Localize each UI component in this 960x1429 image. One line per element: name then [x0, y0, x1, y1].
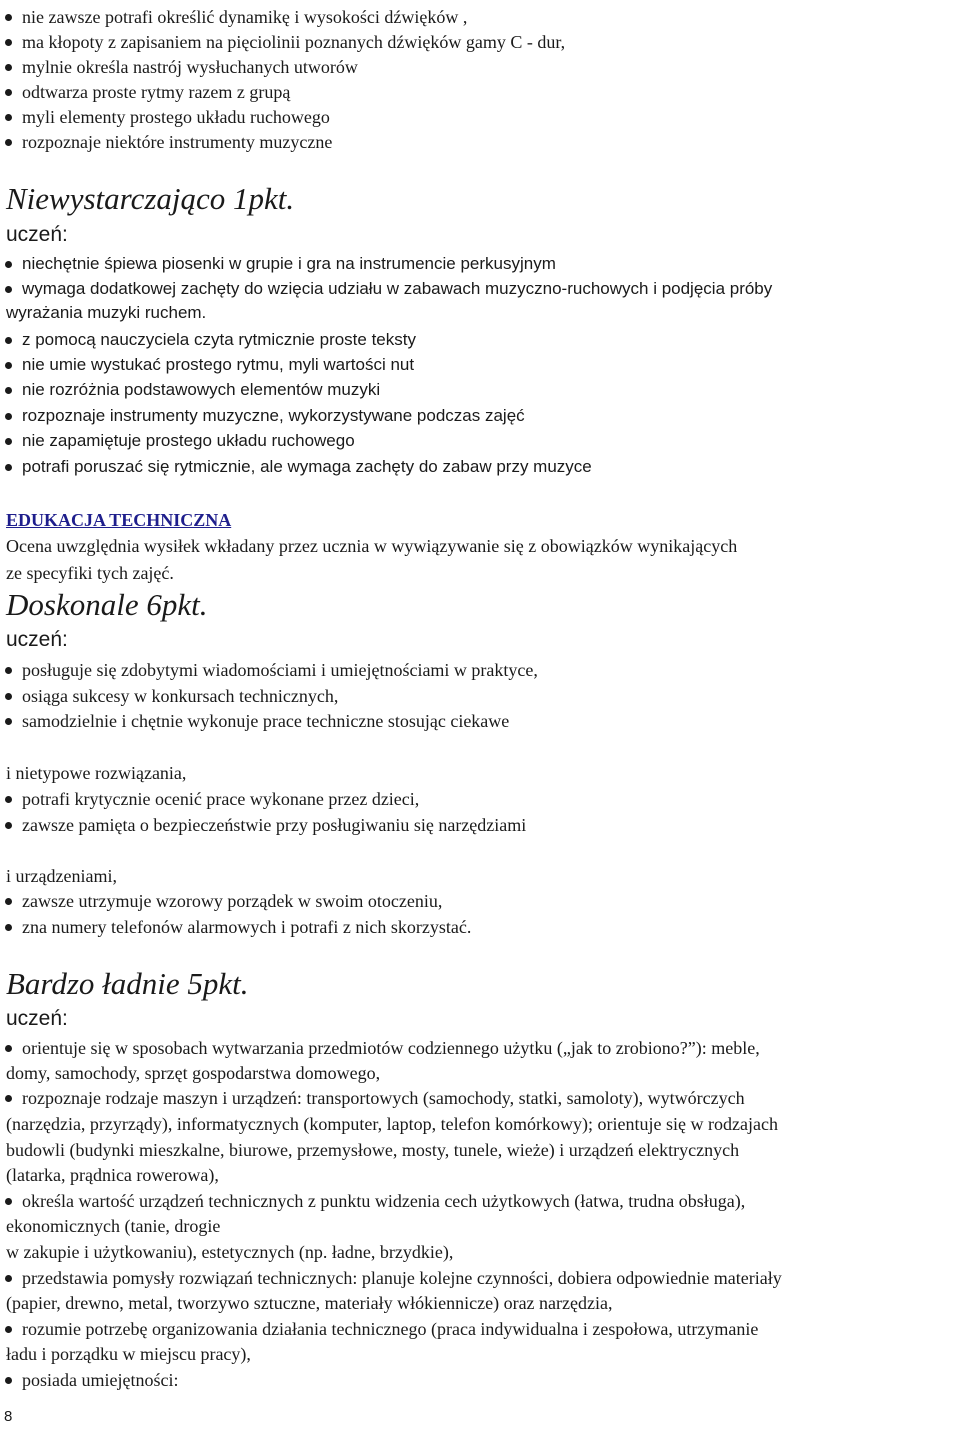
list-item-text: wymaga dodatkowej zachęty do wzięcia udziału w zabawach muzyczno-ruchowych i podjęcia próby	[22, 279, 773, 298]
grade-heading-insufficient: Niewystarczająco 1pkt.	[6, 181, 295, 216]
grade-heading-excellent: Doskonale 6pkt.	[6, 587, 208, 622]
list-item	[22, 454, 592, 480]
list-item-text: rozpoznaje instrumenty muzyczne, wykorzystywane podczas zajęć	[22, 406, 525, 425]
list-item-continuation: domy, samochody, sprzęt gospodarstwa domowego,	[6, 1063, 381, 1083]
student-label: uczeń:	[6, 1007, 68, 1030]
list-item-text: mylnie określa nastrój wysłuchanych utworów	[22, 57, 358, 77]
bullet-icon	[5, 1377, 12, 1384]
bullet-icon	[5, 64, 12, 71]
list-item-text: potrafi krytycznie ocenić prace wykonane przez dzieci,	[22, 789, 420, 809]
list-item-text: z pomocą nauczyciela czyta rytmicznie proste teksty	[22, 330, 416, 349]
bullet-icon	[5, 387, 12, 394]
list-item-continuation: w zakupie i użytkowaniu), estetycznych (np. ładne, brzydkie),	[6, 1242, 454, 1262]
list-item	[22, 1367, 178, 1393]
list-item-text: potrafi poruszać się rytmicznie, ale wymaga zachęty do zabaw przy muzyce	[22, 457, 592, 476]
list-item-continuation: ładu i porządku w miejscu pracy),	[6, 1344, 251, 1364]
bullet-icon	[5, 822, 12, 829]
grade-heading-very-good: Bardzo ładnie 5pkt.	[6, 966, 249, 1001]
list-item-text: rozpoznaje niektóre instrumenty muzyczne	[22, 132, 333, 152]
list-item	[22, 1035, 760, 1061]
list-item-text: posiada umiejętności:	[22, 1370, 179, 1390]
list-item-text: nie umie wystukać prostego rytmu, myli wartości nut	[22, 355, 415, 374]
list-item-continuation: (narzędzia, przyrządy), informatycznych (komputer, laptop, telefon komórkowy); orientuje się w rodzajach	[6, 1114, 778, 1134]
list-item-continuation: i urządzeniami,	[6, 866, 117, 886]
bullet-icon	[5, 337, 12, 344]
bullet-icon	[5, 1045, 12, 1052]
list-item	[22, 104, 330, 130]
list-item-text: orientuje się w sposobach wytwarzania przedmiotów codziennego użytku („jak to zrobiono?”): meble,	[22, 1038, 760, 1058]
bullet-icon	[5, 39, 12, 46]
list-item	[22, 914, 471, 940]
list-item	[22, 683, 338, 709]
bullet-icon	[5, 464, 12, 471]
section-intro: ze specyfiki tych zajęć.	[6, 563, 174, 583]
list-item-text: nie zawsze potrafi określić dynamikę i wysokości dźwięków ,	[22, 7, 468, 27]
list-item-text: odtwarza proste rytmy razem z grupą	[22, 82, 291, 102]
list-item-text: samodzielnie i chętnie wykonuje prace techniczne stosując ciekawe	[22, 711, 510, 731]
bullet-icon	[5, 261, 12, 268]
list-item-text: przedstawia pomysły rozwiązań technicznych: planuje kolejne czynności, dobiera odpowiednie materiały	[22, 1268, 782, 1288]
bullet-icon	[5, 14, 12, 21]
list-item-continuation: (papier, drewno, metal, tworzywo sztuczne, materiały włókiennicze) oraz narzędzia,	[6, 1293, 613, 1313]
section-intro: Ocena uwzględnia wysiłek wkładany przez ucznia w wywiązywanie się z obowiązków wynikających	[6, 536, 738, 556]
list-item	[22, 657, 538, 683]
list-item	[22, 54, 358, 80]
bullet-icon	[5, 693, 12, 700]
student-label: uczeń:	[6, 628, 68, 651]
student-label: uczeń:	[6, 223, 68, 246]
list-item	[22, 1265, 782, 1291]
list-item	[22, 428, 355, 454]
list-item	[22, 708, 509, 734]
bullet-icon	[5, 718, 12, 725]
bullet-icon	[5, 796, 12, 803]
list-item	[22, 276, 772, 302]
list-item	[22, 888, 442, 914]
list-item	[22, 786, 419, 812]
bullet-icon	[5, 114, 12, 121]
list-item-text: zna numery telefonów alarmowych i potrafi z nich skorzystać.	[22, 917, 472, 937]
list-item-text: posługuje się zdobytymi wiadomościami i umiejętnościami w praktyce,	[22, 660, 538, 680]
list-item-text: niechętnie śpiewa piosenki w grupie i gra na instrumencie perkusyjnym	[22, 254, 556, 273]
list-item-continuation: (latarka, prądnica rowerowa),	[6, 1165, 219, 1185]
list-item	[22, 327, 416, 353]
bullet-icon	[5, 286, 12, 293]
bullet-icon	[5, 362, 12, 369]
list-item-text: rozpoznaje rodzaje maszyn i urządzeń: transportowych (samochody, statki, samoloty), wytwórczych	[22, 1088, 745, 1108]
bullet-icon	[5, 1198, 12, 1205]
list-item	[22, 812, 526, 838]
list-item-text: zawsze pamięta o bezpieczeństwie przy posługiwaniu się narzędziami	[22, 815, 527, 835]
list-item	[22, 129, 332, 155]
bullet-icon	[5, 413, 12, 420]
list-item-text: osiąga sukcesy w konkursach technicznych,	[22, 686, 339, 706]
page-number: 8	[4, 1408, 13, 1425]
list-item	[22, 377, 380, 403]
list-item	[22, 4, 467, 30]
list-item-continuation: wyrażania muzyki ruchem.	[6, 303, 207, 322]
list-item	[22, 1316, 758, 1342]
list-item	[22, 403, 525, 429]
bullet-icon	[5, 139, 12, 146]
list-item-text: ma kłopoty z zapisaniem na pięciolinii poznanych dźwięków gamy C - dur,	[22, 32, 566, 52]
list-item-continuation: i nietypowe rozwiązania,	[6, 763, 187, 783]
list-item-text: określa wartość urządzeń technicznych z punktu widzenia cech użytkowych (łatwa, trudna obsługa),	[22, 1191, 746, 1211]
bullet-icon	[5, 89, 12, 96]
bullet-icon	[5, 924, 12, 931]
list-item	[22, 1188, 745, 1214]
bullet-icon	[5, 1095, 12, 1102]
bullet-icon	[5, 1326, 12, 1333]
list-item	[22, 1085, 745, 1111]
list-item	[22, 352, 414, 378]
list-item-continuation: ekonomicznych (tanie, drogie	[6, 1216, 221, 1236]
list-item-text: nie rozróżnia podstawowych elementów muzyki	[22, 380, 381, 399]
section-title-technical-education: EDUKACJA TECHNICZNA	[6, 510, 232, 530]
bullet-icon	[5, 1275, 12, 1282]
list-item-text: rozumie potrzebę organizowania działania technicznego (praca indywidualna i zespołowa, utrzymanie	[22, 1319, 759, 1339]
list-item	[22, 29, 565, 55]
list-item-text: zawsze utrzymuje wzorowy porządek w swoim otoczeniu,	[22, 891, 443, 911]
bullet-icon	[5, 438, 12, 445]
list-item-text: nie zapamiętuje prostego układu ruchowego	[22, 431, 355, 450]
bullet-icon	[5, 667, 12, 674]
list-item-continuation: budowli (budynki mieszkalne, biurowe, przemysłowe, mosty, tunele, wieże) i urządzeń elektrycznych	[6, 1140, 740, 1160]
list-item	[22, 251, 556, 277]
list-item-text: myli elementy prostego układu ruchowego	[22, 107, 330, 127]
list-item	[22, 79, 290, 105]
bullet-icon	[5, 898, 12, 905]
